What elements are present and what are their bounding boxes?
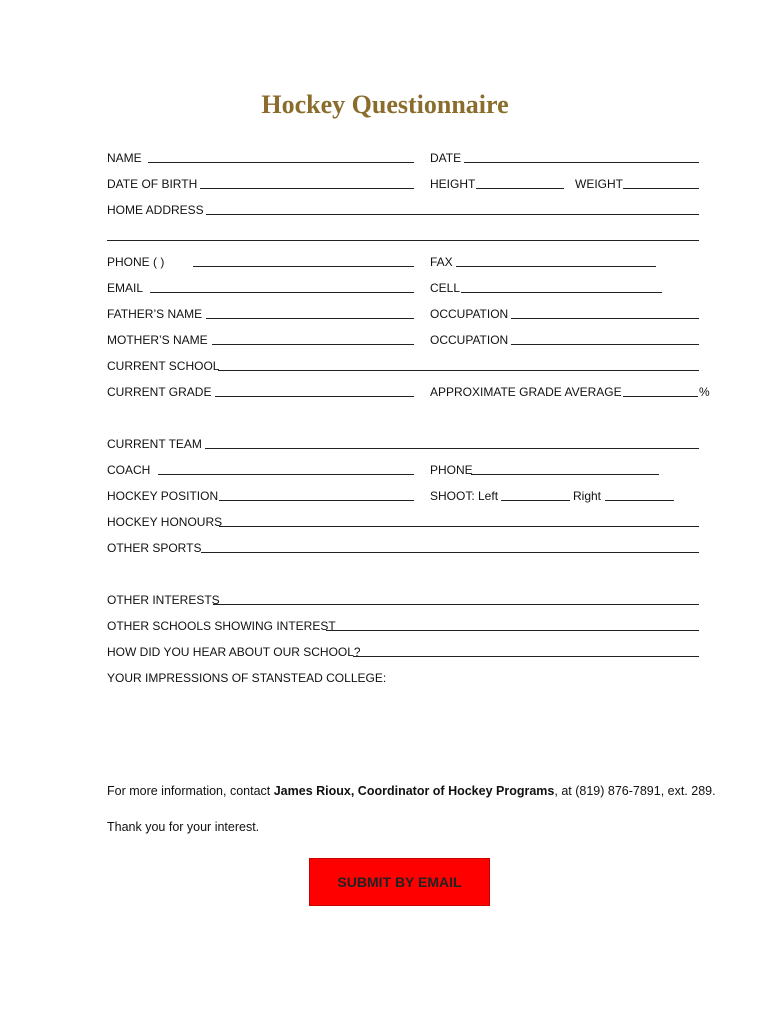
other-schools-label: OTHER SCHOOLS SHOWING INTEREST: [107, 619, 336, 633]
date-field[interactable]: [464, 162, 699, 163]
shoot-left-field[interactable]: [501, 500, 570, 501]
grade-average-label: APPROXIMATE GRADE AVERAGE: [430, 385, 622, 399]
coach-label: COACH: [107, 463, 151, 477]
height-label: HEIGHT: [430, 177, 476, 191]
cell-label: CELL: [430, 281, 461, 295]
position-field[interactable]: [219, 500, 414, 501]
weight-label: WEIGHT: [575, 177, 623, 191]
hear-about-label: HOW DID YOU HEAR ABOUT OUR SCHOOL?: [107, 645, 361, 659]
coach-field[interactable]: [158, 474, 414, 475]
contact-person: James Rioux, Coordinator of Hockey Programs: [273, 784, 555, 798]
mother-label: MOTHER’S NAME: [107, 333, 208, 347]
fax-label: FAX: [430, 255, 453, 269]
current-team-label: CURRENT TEAM: [107, 437, 202, 451]
phone-field[interactable]: [193, 266, 414, 267]
email-field[interactable]: [150, 292, 414, 293]
home-address-field[interactable]: [206, 214, 699, 215]
contact-prefix: For more information, contact: [107, 784, 274, 798]
fax-field[interactable]: [456, 266, 656, 267]
home-address-label: HOME ADDRESS: [107, 203, 204, 217]
mother-occupation-field[interactable]: [511, 344, 699, 345]
shoot-right-label: Right: [573, 489, 602, 503]
current-school-label: CURRENT SCHOOL: [107, 359, 220, 373]
page-title: Hockey Questionnaire: [261, 90, 509, 119]
other-interests-field[interactable]: [213, 604, 699, 605]
impressions-label: YOUR IMPRESSIONS OF STANSTEAD COLLEGE:: [107, 671, 387, 685]
coach-phone-field[interactable]: [471, 474, 659, 475]
current-grade-label: CURRENT GRADE: [107, 385, 212, 399]
name-label: NAME: [107, 151, 142, 165]
honours-label: HOCKEY HONOURS: [107, 515, 223, 529]
weight-field[interactable]: [623, 188, 699, 189]
father-label: FATHER’S NAME: [107, 307, 203, 321]
contact-suffix: , at (819) 876-7891, ext. 289.: [554, 784, 716, 798]
father-occupation-label: OCCUPATION: [430, 307, 509, 321]
mother-occupation-label: OCCUPATION: [430, 333, 509, 347]
other-interests-label: OTHER INTERESTS: [107, 593, 220, 607]
thanks-text: Thank you for your interest.: [107, 820, 260, 834]
home-address-field-line2[interactable]: [107, 240, 699, 241]
date-label: DATE: [430, 151, 462, 165]
grade-average-field[interactable]: [623, 396, 698, 397]
current-grade-field[interactable]: [215, 396, 414, 397]
percent-sign: %: [699, 385, 710, 399]
mother-field[interactable]: [212, 344, 414, 345]
father-occupation-field[interactable]: [511, 318, 699, 319]
honours-field[interactable]: [219, 526, 699, 527]
coach-phone-label: PHONE: [430, 463, 473, 477]
other-sports-label: OTHER SPORTS: [107, 541, 202, 555]
father-field[interactable]: [206, 318, 414, 319]
current-team-field[interactable]: [205, 448, 699, 449]
submit-by-email-button[interactable]: SUBMIT BY EMAIL: [309, 858, 490, 906]
email-label: EMAIL: [107, 281, 144, 295]
shoot-left-label: SHOOT: Left: [430, 489, 499, 503]
height-field[interactable]: [476, 188, 564, 189]
current-school-field[interactable]: [218, 370, 699, 371]
name-field[interactable]: [148, 162, 414, 163]
other-schools-field[interactable]: [326, 630, 699, 631]
cell-field[interactable]: [461, 292, 662, 293]
hear-about-field[interactable]: [353, 656, 699, 657]
shoot-right-field[interactable]: [605, 500, 674, 501]
other-sports-field[interactable]: [201, 552, 699, 553]
position-label: HOCKEY POSITION: [107, 489, 219, 503]
contact-info: [107, 784, 716, 799]
dob-field[interactable]: [200, 188, 414, 189]
dob-label: DATE OF BIRTH: [107, 177, 198, 191]
impressions-field[interactable]: [107, 688, 699, 768]
phone-label: PHONE ( ): [107, 255, 165, 269]
